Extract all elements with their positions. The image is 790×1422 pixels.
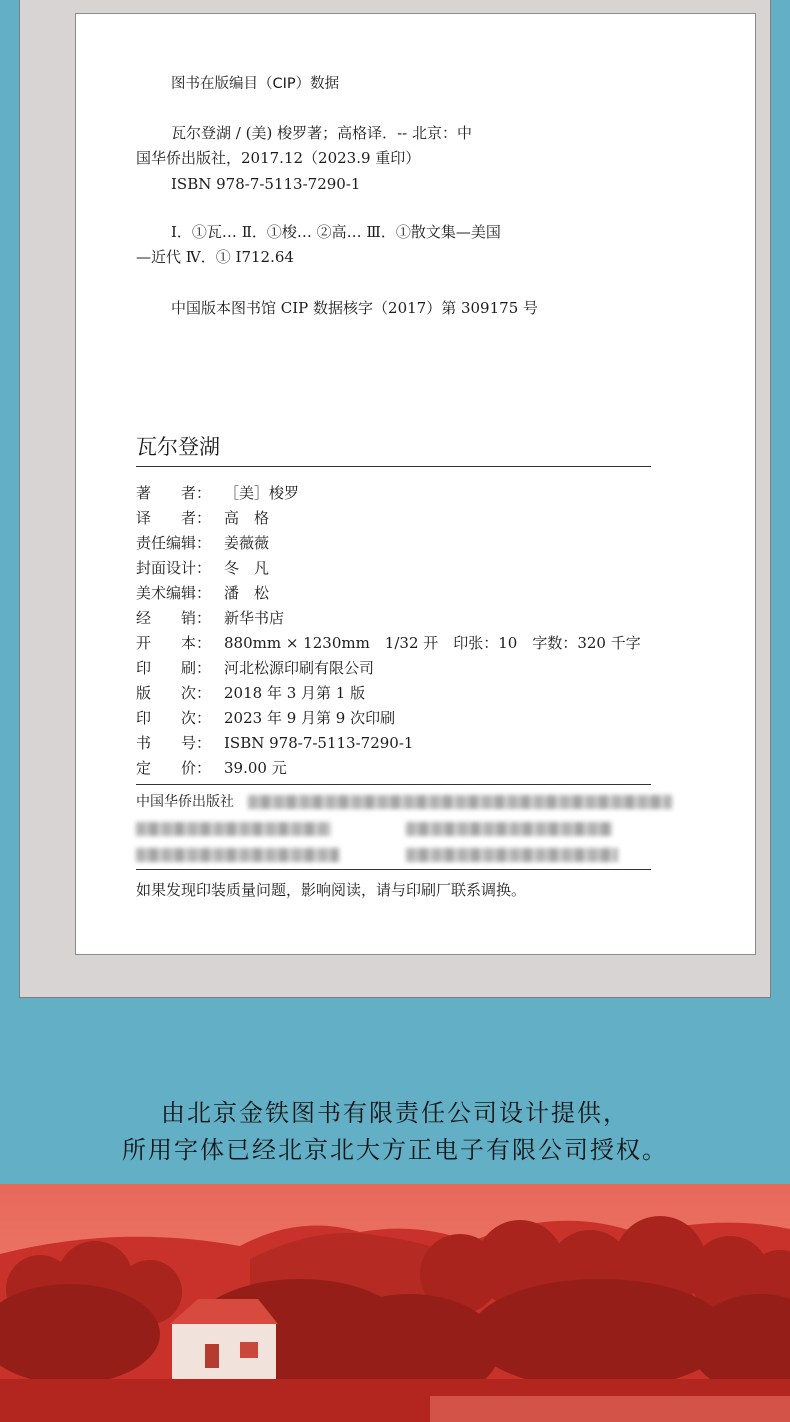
cip-classification-cont: —近代 Ⅳ．① I712.64 <box>136 248 294 266</box>
redacted-contact-2 <box>406 822 612 836</box>
publisher-name: 中国华侨出版社 <box>136 794 234 810</box>
info-value: ISBN 978-7-5113-7290-1 <box>224 734 414 752</box>
info-row-cover-design <box>136 556 269 581</box>
quality-notice: 如果发现印装质量问题，影响阅读，请与印刷厂联系调换。 <box>136 881 527 899</box>
page-frame <box>19 0 771 998</box>
redacted-contact-1 <box>136 822 331 836</box>
info-label: 定 价： <box>136 759 212 777</box>
info-label: 责任编辑： <box>136 534 212 552</box>
info-row-edition <box>136 681 365 706</box>
redacted-address <box>248 795 672 809</box>
cip-title: 图书在版编目（CIP）数据 <box>171 76 340 92</box>
cip-record-number: 中国版本图书馆 CIP 数据核字（2017）第 309175 号 <box>171 299 539 317</box>
info-label: 封面设计： <box>136 559 212 577</box>
divider-bottom <box>136 869 651 870</box>
redacted-contact-3 <box>136 848 339 862</box>
info-value: 高 格 <box>224 509 270 527</box>
cip-line-2: 国华侨出版社，2017.12（2023.9 重印） <box>136 149 421 167</box>
info-row-printer <box>136 656 374 681</box>
cip-isbn: ISBN 978-7-5113-7290-1 <box>171 175 361 193</box>
info-value: 河北松源印刷有限公司 <box>224 659 375 677</box>
info-row-price <box>136 756 287 781</box>
info-value: 姜薇薇 <box>224 534 270 552</box>
info-value: 2023 年 9 月第 9 次印刷 <box>224 709 396 727</box>
info-value: 39.00 元 <box>224 759 287 777</box>
info-value: 潘 松 <box>224 584 270 602</box>
info-label: 书 号： <box>136 734 212 752</box>
info-row-translator <box>136 506 269 531</box>
info-label: 美术编辑： <box>136 584 212 602</box>
info-row-editor <box>136 531 269 556</box>
info-label: 著 者： <box>136 484 212 502</box>
landscape-photo <box>0 1184 790 1422</box>
info-row-format <box>136 631 641 656</box>
divider-top <box>136 466 651 467</box>
info-label: 版 次： <box>136 684 212 702</box>
info-value: 新华书店 <box>224 609 285 627</box>
info-row-distributor <box>136 606 284 631</box>
info-value: 冬 凡 <box>224 559 270 577</box>
info-row-author <box>136 481 299 506</box>
info-value: 2018 年 3 月第 1 版 <box>224 684 366 702</box>
copyright-page <box>75 13 756 955</box>
info-label: 印 刷： <box>136 659 212 677</box>
divider-middle <box>136 784 651 785</box>
credit-line-1: 由北京金铁图书有限责任公司设计提供， <box>161 1099 629 1127</box>
book-title: 瓦尔登湖 <box>136 435 220 459</box>
info-row-printing <box>136 706 395 731</box>
info-row-art-editor <box>136 581 269 606</box>
redacted-contact-4 <box>406 848 618 862</box>
cip-line-1: 瓦尔登湖 / (美) 梭罗著；高格译．-- 北京：中 <box>171 124 472 142</box>
info-row-isbn <box>136 731 413 756</box>
cip-classification: Ⅰ．①瓦… Ⅱ．①梭… ②高… Ⅲ．①散文集—美国 <box>171 223 501 241</box>
info-label: 印 次： <box>136 709 212 727</box>
info-label: 开 本： <box>136 634 212 652</box>
credit-line-2: 所用字体已经北京北大方正电子有限公司授权。 <box>122 1136 668 1164</box>
info-value: 880mm × 1230mm 1/32 开 印张：10 字数：320 千字 <box>224 634 641 652</box>
info-value: ［美］梭罗 <box>224 484 300 502</box>
info-label: 经 销： <box>136 609 212 627</box>
info-label: 译 者： <box>136 509 212 527</box>
